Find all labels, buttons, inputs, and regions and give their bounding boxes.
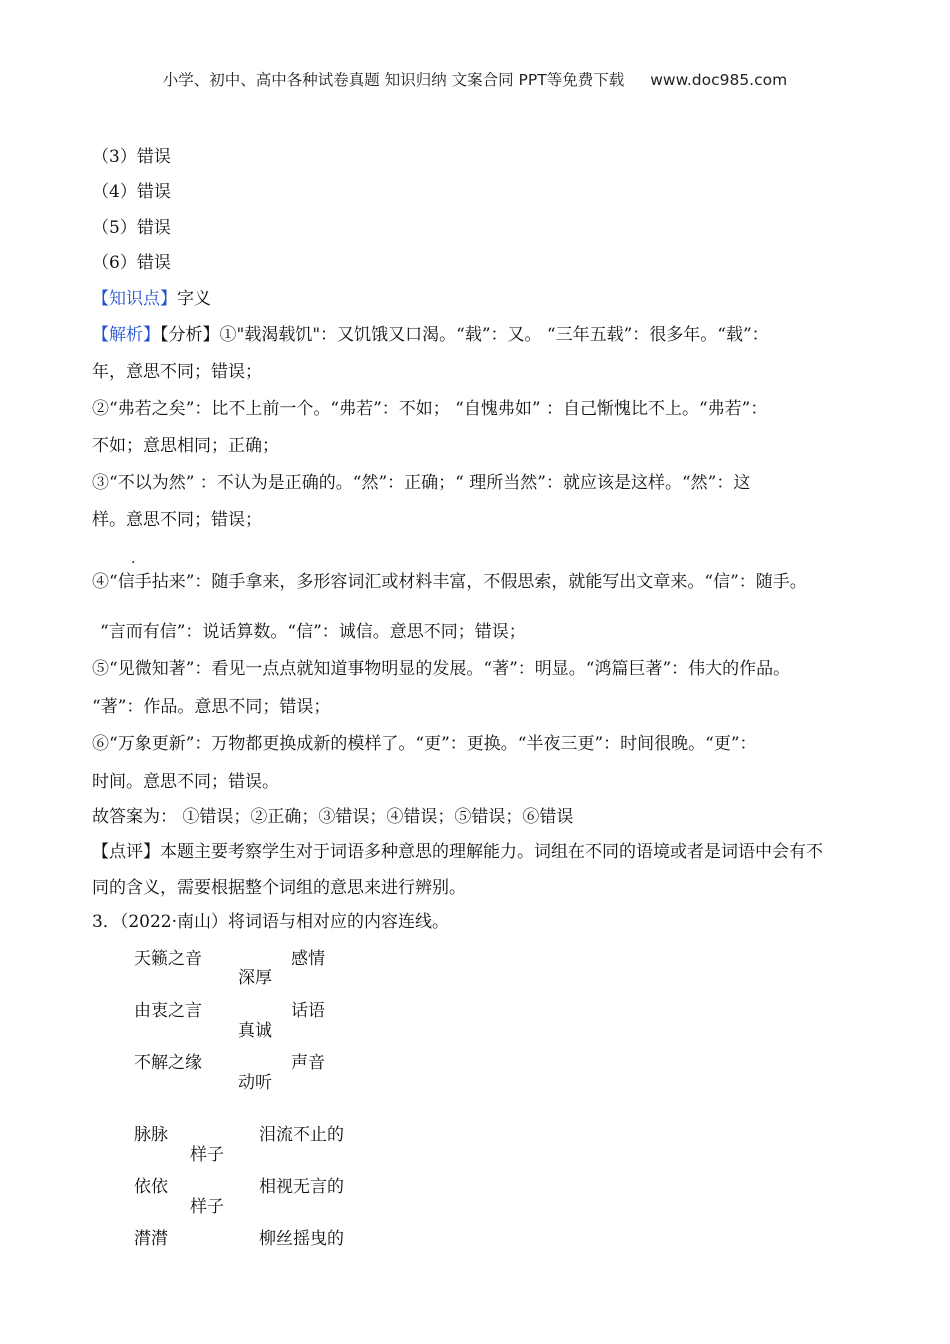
match-left-item[interactable]: 潸潸 bbox=[134, 1229, 168, 1249]
answer-item: （6）错误 bbox=[92, 253, 171, 273]
analysis-line: 时间。意思不同；错误。 bbox=[92, 772, 279, 792]
match-left-item[interactable]: 依依 bbox=[134, 1177, 168, 1197]
answer-item: （5）错误 bbox=[92, 218, 171, 238]
analysis-line: “著”：作品。意思不同；错误； bbox=[92, 697, 331, 717]
analysis-line bbox=[92, 324, 769, 346]
match-middle-item[interactable]: 真诚 bbox=[238, 1021, 272, 1041]
analysis-line: ⑥“万象更新”：万物都更换成新的模样了。“更”：更换。“半夜三更”：时间很晚。“更”： bbox=[92, 734, 757, 754]
match-middle-item[interactable]: 样子 bbox=[190, 1145, 224, 1165]
analysis-line: 样。意思不同；错误； bbox=[92, 510, 262, 530]
analysis-line: ④“信手拈来”：随手拿来，多形容词汇或材料丰富，不假思索，就能写出文章来。“信”：随手。 bbox=[92, 572, 807, 592]
analysis-text: 【分析】①"载渴载饥"：又饥饿又口渴。“载”：又。 “三年五载”：很多年。“载”： bbox=[160, 325, 769, 345]
final-answer: 故答案为： ①错误；②正确；③错误；④错误；⑤错误；⑥错误 bbox=[92, 807, 574, 827]
header-text: 小学、初中、高中各种试卷真题 知识归纳 文案合同 PPT等免费下载 bbox=[162, 71, 625, 89]
match-middle-item[interactable]: 深厚 bbox=[238, 968, 272, 988]
page-header bbox=[0, 68, 950, 90]
match-right-item[interactable]: 相视无言的 bbox=[259, 1177, 344, 1197]
match-right-item[interactable]: 声音 bbox=[291, 1053, 325, 1073]
match-right-item[interactable]: 感情 bbox=[291, 949, 325, 969]
question-3-title: 3．（2022·南山）将词语与相对应的内容连线。 bbox=[92, 912, 449, 932]
match-left-item[interactable]: 脉脉 bbox=[134, 1125, 168, 1145]
match-middle-item[interactable]: 动听 bbox=[238, 1073, 272, 1093]
analysis-line: 年，意思不同；错误； bbox=[92, 362, 262, 382]
comment-line: 【点评】本题主要考察学生对于词语多种意思的理解能力。词组在不同的语境或者是词语中会有不 bbox=[92, 842, 823, 862]
match-left-item[interactable]: 天籁之音 bbox=[134, 949, 202, 969]
analysis-line: 不如；意思相同；正确； bbox=[92, 436, 279, 456]
knowledge-label: 【知识点】 bbox=[92, 289, 177, 309]
analysis-label: 【解析】 bbox=[92, 325, 160, 345]
emphasis-dot: · bbox=[131, 555, 136, 571]
analysis-line: ②“弗若之矣”：比不上前一个。“弗若”：不如； “自愧弗如” ：自己惭愧比不上。“弗若”： bbox=[92, 399, 768, 419]
match-middle-item[interactable]: 样子 bbox=[190, 1197, 224, 1217]
analysis-line: ③“不以为然” ：不认为是正确的。“然”：正确；“ 理所当然”：就应该是这样。“然”：这 bbox=[92, 473, 751, 493]
analysis-line: “言而有信”：说话算数。“信”：诚信。意思不同；错误； bbox=[100, 622, 526, 642]
comment-line: 同的含义，需要根据整个词组的意思来进行辨别。 bbox=[92, 878, 466, 898]
analysis-line: ⑤“见微知著”：看见一点点就知道事物明显的发展。“著”：明显。“鸿篇巨著”：伟大的作品。 bbox=[92, 659, 791, 679]
match-left-item[interactable]: 由衷之言 bbox=[134, 1001, 202, 1021]
answer-item: （4）错误 bbox=[92, 182, 171, 202]
match-right-item[interactable]: 柳丝摇曳的 bbox=[259, 1229, 344, 1249]
knowledge-point bbox=[92, 288, 211, 310]
match-right-item[interactable]: 话语 bbox=[291, 1001, 325, 1021]
header-url[interactable]: www.doc985.com bbox=[650, 71, 788, 89]
match-right-item[interactable]: 泪流不止的 bbox=[259, 1125, 344, 1145]
knowledge-value: 字义 bbox=[177, 289, 211, 309]
answer-item: （3）错误 bbox=[92, 147, 171, 167]
match-left-item[interactable]: 不解之缘 bbox=[134, 1053, 202, 1073]
